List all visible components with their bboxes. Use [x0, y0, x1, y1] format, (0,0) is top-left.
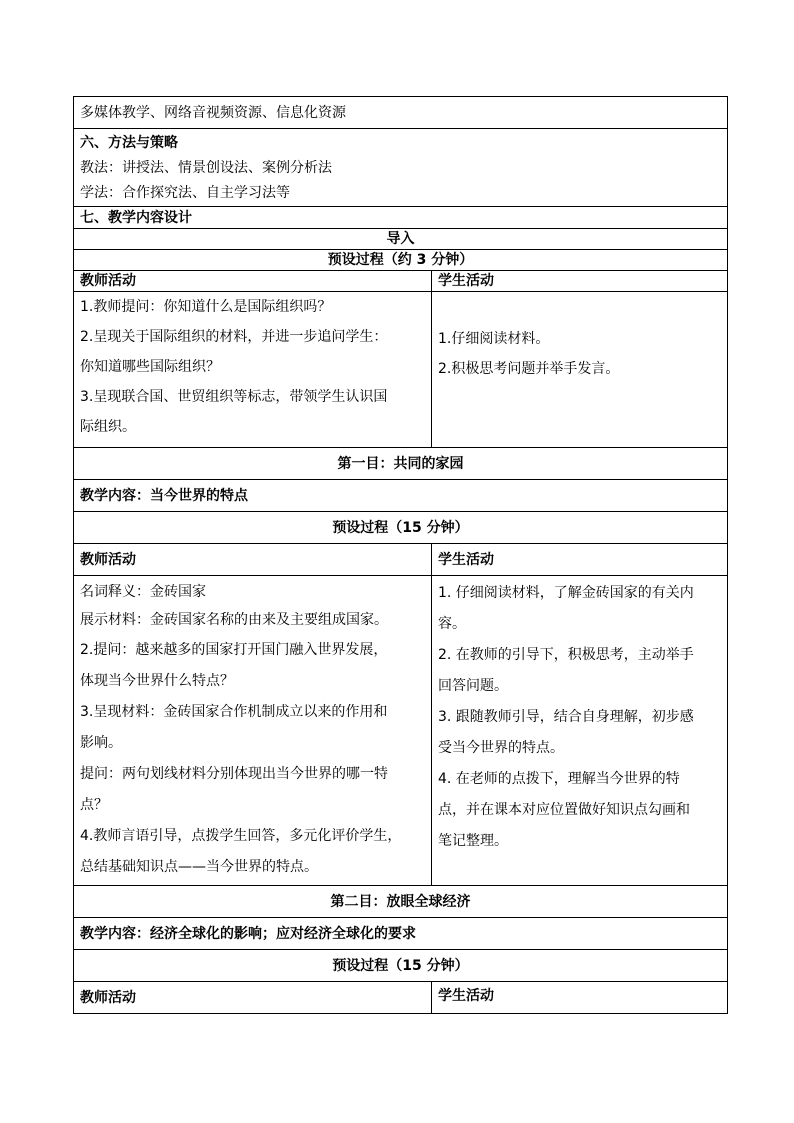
section2-header-row: [74, 982, 728, 1014]
section2-process-row: [74, 950, 728, 982]
list-item: 3.呈现联合国、世贸组织等标志，带领学生认识国: [80, 389, 388, 405]
list-item: 名词释义：金砖国家: [80, 584, 206, 600]
intro-process-row: [74, 250, 728, 271]
section1-title-row: [74, 448, 728, 480]
intro-student-activities: [432, 292, 728, 448]
list-item: 点？: [80, 797, 108, 813]
list-item: 回答问题。: [438, 678, 508, 694]
section1-header-row: [74, 544, 728, 576]
list-item: 4.教师言语引导，点拨学生回答，多元化评价学生，: [80, 828, 402, 844]
section1-content: 教学内容：当今世界的特点: [74, 480, 728, 512]
intro-header-row: [74, 271, 728, 292]
list-item: 提问：两句划线材料分别体现出当今世界的哪一特: [80, 766, 388, 782]
resources-text: 多媒体教学、网络音视频资源、信息化资源: [74, 97, 728, 129]
intro-teacher-header: 教师活动: [74, 271, 432, 292]
design-heading: 七、教学内容设计: [74, 207, 728, 229]
teaching-methods: 教法：讲授法、情景创设法、案例分析法: [80, 160, 332, 176]
list-item: 你知道哪些国际组织？: [80, 359, 220, 375]
intro-teacher-activities: [74, 292, 432, 448]
list-item: 影响。: [80, 735, 122, 751]
section1-teacher-header: 教师活动: [74, 544, 432, 576]
list-item: 3.呈现材料：金砖国家合作机制成立以来的作用和: [80, 704, 388, 720]
section2-content-row: [74, 918, 728, 950]
section2-title: 第二目：放眼全球经济: [74, 886, 728, 918]
section2-teacher-header: 教师活动: [74, 982, 432, 1014]
list-item: 体现当今世界什么特点？: [80, 673, 234, 689]
intro-activities-row: [74, 292, 728, 448]
list-item: 笔记整理。: [438, 833, 508, 849]
list-item: 际组织。: [80, 419, 136, 435]
list-item: 3. 跟随教师引导，结合自身理解，初步感: [438, 709, 694, 725]
intro-title-row: [74, 229, 728, 250]
section1-teacher-activities: [74, 576, 432, 886]
section1-student-activities: [432, 576, 728, 886]
section2-content: 教学内容：经济全球化的影响；应对经济全球化的要求: [74, 918, 728, 950]
resources-row: [74, 97, 728, 129]
methods-heading: 六、方法与策略: [80, 135, 178, 151]
list-item: 1.仔细阅读材料。: [438, 331, 550, 347]
list-item: 点，并在课本对应位置做好知识点勾画和: [438, 802, 690, 818]
list-item: 受当今世界的特点。: [438, 740, 564, 756]
intro-title: 导入: [74, 229, 728, 250]
section2-process: 预设过程（15 分钟）: [74, 950, 728, 982]
list-item: 1.教师提问：你知道什么是国际组织吗？: [80, 299, 332, 315]
section1-process: 预设过程（15 分钟）: [74, 512, 728, 544]
lesson-plan-page: [73, 96, 727, 1014]
section1-activities-row: [74, 576, 728, 886]
list-item: 2.积极思考问题并举手发言。: [438, 361, 620, 377]
list-item: 4. 在老师的点拨下，理解当今世界的特: [438, 771, 680, 787]
intro-process: 预设过程（约 3 分钟）: [74, 250, 728, 271]
section1-content-row: [74, 480, 728, 512]
learning-methods: 学法：合作探究法、自主学习法等: [80, 185, 290, 201]
section2-title-row: [74, 886, 728, 918]
list-item: 容。: [438, 616, 466, 632]
methods-row: [74, 129, 728, 207]
lesson-plan-table: [73, 96, 728, 1014]
list-item: 展示材料：金砖国家名称的由来及主要组成国家。: [80, 612, 388, 628]
list-item: 2. 在教师的引导下，积极思考，主动举手: [438, 647, 694, 663]
section1-title: 第一目：共同的家园: [74, 448, 728, 480]
section1-student-header: 学生活动: [432, 544, 728, 576]
section2-student-header: 学生活动: [432, 982, 728, 1014]
list-item: 总结基础知识点——当今世界的特点。: [80, 859, 318, 875]
section1-process-row: [74, 512, 728, 544]
list-item: 2.提问：越来越多的国家打开国门融入世界发展，: [80, 642, 388, 658]
design-heading-row: [74, 207, 728, 229]
intro-student-header: 学生活动: [432, 271, 728, 292]
list-item: 1. 仔细阅读材料，了解金砖国家的有关内: [438, 585, 694, 601]
list-item: 2.呈现关于国际组织的材料，并进一步追问学生：: [80, 329, 388, 345]
